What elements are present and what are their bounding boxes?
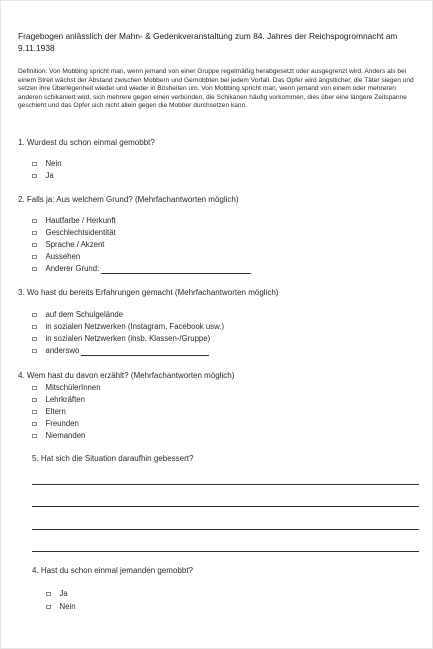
option-label: Aussehen: [45, 252, 81, 261]
document-title: [18, 31, 397, 54]
checkbox-icon[interactable]: [32, 434, 37, 439]
option-label: anderswo: [45, 346, 80, 355]
anderer-grund-blank[interactable]: [101, 265, 251, 274]
checkbox-icon[interactable]: [32, 422, 37, 427]
checkbox-icon[interactable]: [32, 337, 37, 342]
question-2: 2. Falls ja: Aus welchem Grund? (Mehrfachantworten möglich): [18, 195, 239, 204]
checkbox-icon[interactable]: [32, 243, 37, 248]
option-label: Hautfarbe / Herkunft: [45, 216, 116, 225]
checkbox-icon[interactable]: [32, 398, 37, 403]
option-label: in sozialen Netzwerken (insb. Klassen-/Gruppe): [45, 334, 211, 343]
checkbox-icon[interactable]: [32, 349, 37, 354]
option-label: MitschülerInnen: [45, 383, 101, 392]
checkbox-icon[interactable]: [32, 255, 37, 260]
definition-paragraph: Definition: Von Mobbing spricht man, wenn jemand von einer Gruppe regelmäßig herabgesetzt oder ausgegrenzt wird. Anders als bei einem Streit wächst der Abstand zwischen Mobbern und Gemobbten bei jedem Vorfall. Das Opfer wird ängstlicher, die Täter siegen und setzen ihre Überlegenheit wieder und wieder in Bösheiten um. Von Mobbing spricht man, wenn jemand von einem oder mehreren anderen schikaniert wird, sich mehrere gegen einen verbünden, die Schikanen häufig vorkommen, dies über eine längere Zeitspanne geschieht und das Opfer sich nicht allein gegen die Mobber durchsetzen kann.: [18, 68, 414, 110]
question-4: 4. Wem hast du davon erzählt? (Mehrfachantworten möglich): [18, 371, 235, 380]
q6-option-nein[interactable]: [46, 602, 76, 612]
q1-option-ja[interactable]: [32, 171, 54, 181]
option-label: Eltern: [45, 407, 66, 416]
option-label: Freunden: [45, 419, 79, 428]
option-label: Sprache / Akzent: [45, 240, 105, 249]
q2-option-aussehen[interactable]: [32, 252, 80, 262]
q4-option-eltern[interactable]: [32, 407, 66, 417]
option-label: Niemanden: [45, 431, 86, 440]
checkbox-icon[interactable]: [46, 605, 51, 610]
option-label: Ja: [45, 171, 54, 180]
question-5: 5. Hat sich die Situation daraufhin gebessert?: [32, 454, 194, 463]
checkbox-icon[interactable]: [32, 162, 37, 167]
checkbox-icon[interactable]: [46, 592, 51, 597]
title-line-2: 9.11.1938: [18, 42, 55, 53]
option-label: Nein: [45, 159, 62, 168]
q2-option-hautfarbe[interactable]: [32, 216, 116, 226]
checkbox-icon[interactable]: [32, 313, 37, 318]
q3-option-klassengruppe[interactable]: [32, 334, 210, 344]
checkbox-icon[interactable]: [32, 174, 37, 179]
q4-option-lehrkraefte[interactable]: [32, 395, 85, 405]
q3-option-anderswo[interactable]: [32, 346, 209, 356]
title-line-1: Fragebogen anlässlich der Mahn- & Gedenkveranstaltung zum 84. Jahres der Reichspogromnacht am: [18, 31, 398, 41]
q2-option-geschlechtsidentitaet[interactable]: [32, 228, 116, 238]
question-1: 1. Wurdest du schon einmal gemobbt?: [18, 138, 155, 147]
option-label: Geschlechtsidentität: [45, 228, 116, 237]
option-label: Lehrkräften: [45, 395, 85, 404]
question-3: 3. Wo hast du bereits Erfahrungen gemacht (Mehrfachantworten möglich): [18, 288, 279, 297]
answer-line-3[interactable]: [32, 529, 419, 530]
q4-option-mitschueler[interactable]: [32, 383, 101, 393]
option-label: auf dem Schulgelände: [45, 310, 124, 319]
option-label: Anderer Grund:: [45, 264, 100, 273]
q2-option-sprache[interactable]: [32, 240, 104, 250]
checkbox-icon[interactable]: [32, 267, 37, 272]
question-6: 4. Hast du schon einmal jemanden gemobbt?: [32, 566, 193, 575]
option-label: Ja: [59, 589, 68, 598]
option-label: Nein: [59, 602, 76, 611]
anderswo-blank[interactable]: [81, 347, 209, 356]
checkbox-icon[interactable]: [32, 386, 37, 391]
q1-option-nein[interactable]: [32, 159, 62, 169]
q3-option-schulgelaende[interactable]: [32, 310, 123, 320]
q6-option-ja[interactable]: [46, 589, 68, 599]
checkbox-icon[interactable]: [32, 325, 37, 330]
checkbox-icon[interactable]: [32, 410, 37, 415]
checkbox-icon[interactable]: [32, 219, 37, 224]
q3-option-soziale-netzwerke[interactable]: [32, 322, 224, 332]
q2-option-anderer-grund[interactable]: [32, 264, 251, 274]
answer-line-2[interactable]: [32, 506, 419, 507]
q4-option-niemanden[interactable]: [32, 431, 85, 441]
q4-option-freunde[interactable]: [32, 419, 79, 429]
option-label: in sozialen Netzwerken (Instagram, Facebook usw.): [45, 322, 225, 331]
answer-line-1[interactable]: [32, 484, 419, 485]
checkbox-icon[interactable]: [32, 231, 37, 236]
answer-line-4[interactable]: [32, 551, 419, 552]
